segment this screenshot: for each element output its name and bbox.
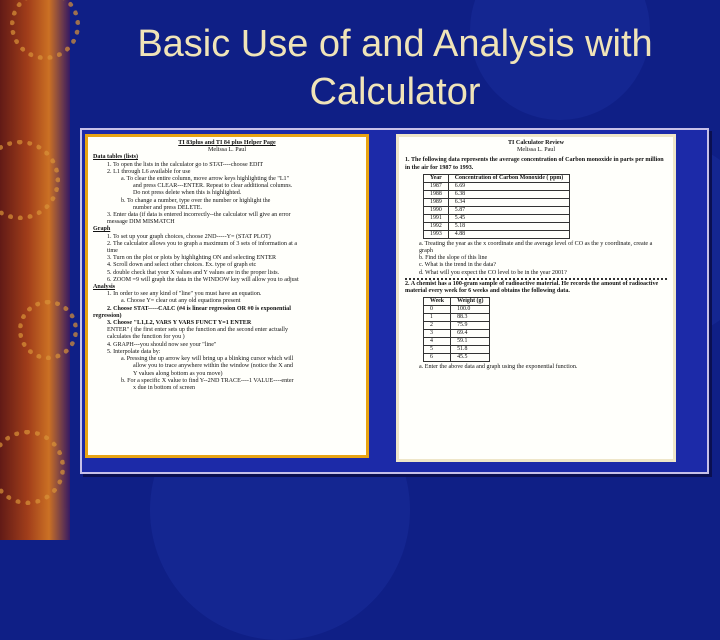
doc-line: Analysis: [93, 284, 116, 291]
doc-line: Y values along bottom as you move): [133, 370, 223, 377]
table-row: [424, 182, 570, 190]
radioactive-table: [423, 297, 490, 362]
table-header-cell: Weight (g): [451, 298, 490, 306]
question-2-part: a. Enter the above data and graph using the exponential function.: [419, 364, 578, 371]
table-cell: 1989: [424, 198, 449, 206]
slide-title-line2: Calculator: [309, 71, 481, 113]
table-row: [424, 230, 570, 238]
table-cell: 5: [424, 346, 451, 354]
table-row: [424, 306, 490, 314]
question-1: 1. The following data represents the average concentration of Carbon monoxide in parts per million in the air for 1987 to 1993.: [405, 157, 664, 171]
doc-line: 3. Enter data (if data is entered incorrectly--the calculator will give an error: [107, 212, 291, 219]
table-cell: 1987: [424, 182, 449, 190]
doc-line: 1. To set up your graph choices, choose 2ND-----Y= (STAT PLOT): [107, 233, 271, 240]
doc-line: message DIM MISMATCH: [107, 219, 175, 226]
doc-line: x due in bottom of screen: [133, 384, 196, 391]
question-part: b. Find the slope of this line: [419, 255, 488, 262]
doc-line: and press CLEAR---ENTER. Repeat to clear additional columns.: [133, 183, 293, 190]
doc-line: regression): [93, 312, 122, 319]
doc-line: number and press DELETE.: [133, 204, 203, 211]
doc-line: 5. double check that your X values and Y values are in the proper lists.: [107, 269, 280, 276]
question-2: 2. A chemist has a 100-gram sample of radioactive material. He records the amount of radioactive material every week for 6 weeks and obtains the following data.: [405, 280, 659, 295]
table-header-cell: Concentration of Carbon Monoxide ( ppm): [448, 174, 570, 182]
table-cell: 6.34: [448, 198, 570, 206]
table-cell: 4.88: [448, 230, 570, 238]
table-cell: 0: [424, 306, 451, 314]
doc-line: 2. The calculator allows you to graph a maximum of 3 sets of information at a: [107, 240, 298, 247]
table-cell: 6: [424, 354, 451, 362]
question-part: c. What is the trend in the data?: [419, 262, 497, 269]
table-cell: 100.0: [451, 306, 490, 314]
doc-body: [93, 154, 361, 392]
table-cell: 5.18: [448, 222, 570, 230]
co-table: [423, 174, 570, 239]
table-row: [424, 330, 490, 338]
calculator-review-document: [396, 134, 676, 462]
question-part: a. Treating the year as the x coordinate and the average level of CO as the y coordinate, create a graph: [419, 240, 653, 255]
doc-line: 1. In order to see any kind of "line" you must have an equation.: [107, 291, 262, 298]
strip-gear-icon: [0, 140, 60, 220]
question-part: d. What will you expect the CO level to be in the year 2001?: [419, 269, 567, 276]
table-cell: 2: [424, 322, 451, 330]
question-1-parts: [405, 241, 667, 277]
table-row: [424, 206, 570, 214]
slide-title: [70, 20, 720, 116]
doc-line: 4. GRAPH---you should now see your "line": [107, 341, 217, 348]
table-cell: 45.5: [451, 354, 490, 362]
doc-line: Data tables (lists): [93, 154, 139, 161]
doc-line: time: [107, 248, 118, 255]
doc-header: TI Calculator Review: [507, 140, 565, 146]
table-row: [424, 314, 490, 322]
table-cell: 5.45: [448, 214, 570, 222]
doc-line: calculates the function for you ): [107, 334, 185, 341]
table-header-cell: Year: [424, 174, 449, 182]
table-cell: 1993: [424, 230, 449, 238]
doc-header: TI 83plus and TI 84 plus Helper Page: [178, 140, 276, 146]
table-cell: 88.3: [451, 314, 490, 322]
doc-line: b. For a specific X value to find Y--2ND TRACE----1 VALUE----enter: [121, 377, 294, 384]
table-cell: 5.87: [448, 206, 570, 214]
table-row: [424, 322, 490, 330]
table-cell: 69.4: [451, 330, 490, 338]
table-cell: 6.69: [448, 182, 570, 190]
slide-title-line1: Basic Use of and Analysis with: [137, 23, 653, 65]
doc-author: Melissa L. Paul: [516, 147, 556, 154]
decorative-left-strip: [0, 0, 70, 540]
divider: [405, 278, 667, 280]
doc-line: b. To change a number, type over the number or highlight the: [121, 197, 271, 204]
doc-line: allow you to trace anywhere within the window (notice the X and: [133, 363, 293, 370]
doc-line: 2. L1 through L6 available for use: [107, 168, 191, 175]
table-cell: 1991: [424, 214, 449, 222]
doc-line: 6. ZOOM =9 will graph the data in the WINDOW key will allow you to adjust: [107, 276, 299, 283]
helper-page-document: [85, 134, 369, 458]
doc-line: a. To clear the entire column, move arrow keys highlighting the "L1": [121, 176, 290, 183]
doc-line: 4. Scroll down and select other choices. Ex. type of graph etc: [107, 262, 257, 269]
table-row: [424, 338, 490, 346]
doc-line: Do not press delete when this is highlighted.: [133, 190, 242, 197]
table-cell: 75.9: [451, 322, 490, 330]
doc-line: 3. Choose "L1,L2, VARS Y VARS FUNCT Y=1 ENTER: [107, 320, 252, 327]
doc-line: 3. Turn on the plot or plots by highlighting ON and selecting ENTER: [107, 255, 277, 262]
doc-line: a. Pressing the up arrow key will bring up a blinking cursor which will: [121, 356, 294, 363]
doc-author: Melissa L. Paul: [207, 147, 247, 154]
strip-gear-icon: [0, 430, 65, 505]
table-header-cell: Week: [424, 298, 451, 306]
table-row: [424, 214, 570, 222]
table-cell: 1990: [424, 206, 449, 214]
table-cell: 4: [424, 338, 451, 346]
doc-line: 2. Choose STAT-----CALC (#4 is linear regression OR #0 is exponential: [107, 305, 291, 312]
doc-line: a. Choose Y= clear out any old equations present: [121, 298, 241, 305]
table-cell: 3: [424, 330, 451, 338]
table-cell: 1: [424, 314, 451, 322]
table-cell: 59.1: [451, 338, 490, 346]
table-cell: 1992: [424, 222, 449, 230]
table-row: [424, 346, 490, 354]
table-row: [424, 190, 570, 198]
table-cell: 1988: [424, 190, 449, 198]
doc-line: 1. To open the lists in the calculator go to STAT----choose EDIT: [107, 161, 264, 168]
doc-line: 5. Interpolate data by:: [107, 348, 161, 355]
table-row: [424, 354, 490, 362]
doc-line: ENTER" ( the first enter sets up the function and the second enter actually: [107, 327, 289, 334]
doc-line: Graph: [93, 226, 111, 233]
strip-gear-icon: [18, 300, 78, 360]
table-row: [424, 198, 570, 206]
table-cell: 51.8: [451, 346, 490, 354]
table-row: [424, 222, 570, 230]
table-cell: 6.38: [448, 190, 570, 198]
